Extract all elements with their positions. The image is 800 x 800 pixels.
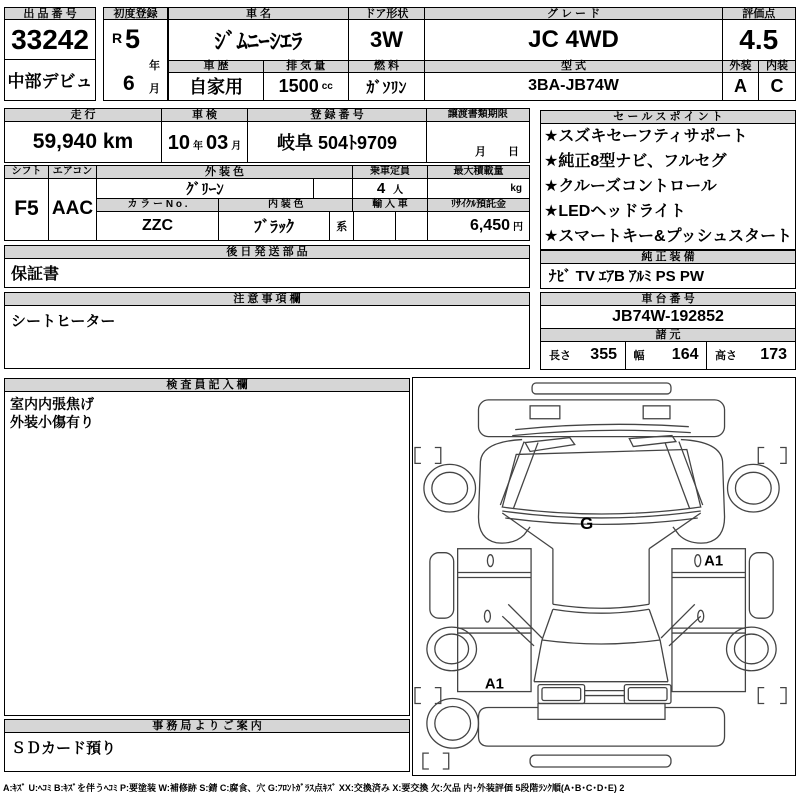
dimension-width (625, 341, 708, 370)
displacement-value: 1500 (278, 75, 319, 96)
bracket-mark (780, 448, 786, 464)
int-color-header: 内 装 色 (218, 198, 355, 212)
sales-points-box (540, 123, 796, 251)
front-top-bar (532, 383, 671, 394)
interior-grade: C (758, 72, 796, 101)
equipment-header: 純 正 装 備 (540, 250, 796, 264)
capacity-unit: 人 (393, 185, 404, 196)
bracket-mark (758, 688, 764, 704)
sill-right (749, 553, 773, 618)
inspection-month: 03 (206, 131, 229, 154)
grade-header: グ レ ー ド (424, 7, 723, 21)
length-value: 355 (590, 346, 617, 363)
history-header: 車 歴 (168, 60, 264, 74)
car-outline (415, 383, 786, 769)
bracket-mark (435, 448, 441, 464)
first-reg-month-unit: 月 (149, 83, 160, 95)
dimension-height (706, 341, 796, 370)
inspection-month-unit: 月 (231, 140, 242, 152)
car-diagram-box (412, 377, 796, 776)
equipment-content: ﾅﾋﾞ TV ｴｱB ｱﾙﾐ PS PW (540, 263, 796, 289)
chassis-header: 車 台 番 号 (540, 292, 796, 306)
dimensions-header: 諸 元 (540, 328, 796, 342)
grade: JC 4WD (424, 19, 723, 61)
mileage: 59,940 km (4, 121, 162, 163)
interior-header: 内装 (758, 60, 796, 74)
bracket-mark (758, 448, 764, 464)
car-name: ｼﾞﾑﾆｰｼｴﾗ (168, 19, 349, 61)
notes-content: シートヒーター (4, 305, 530, 369)
door-header: ドア形状 (348, 7, 426, 21)
door-handle (487, 555, 493, 567)
front-bumper-slot-left (530, 406, 560, 419)
sales-points-header: セ ー ル ス ポ イ ン ト (540, 110, 796, 124)
door-panel-left (458, 549, 531, 692)
exterior-grade: A (722, 72, 760, 101)
later-shipping-content: 保証書 (4, 258, 530, 288)
notes-header: 注 意 事 項 欄 (4, 292, 530, 306)
office-header: 事 務 局 よ り ご 案 内 (4, 719, 410, 733)
damage-mark-glass: G (580, 513, 594, 533)
displacement-unit: cc (321, 80, 333, 92)
door-shape: 3W (348, 19, 426, 61)
auction-no: 33242 (4, 19, 96, 60)
door-handle (695, 555, 701, 567)
door-handle (484, 610, 490, 622)
damage-mark-left-quarter: A1 (484, 676, 504, 693)
fuel-header: 燃 料 (348, 60, 426, 74)
car-name-header: 車 名 (168, 7, 349, 21)
ac: AAC (48, 178, 98, 241)
chassis-number: JB74W-192852 (540, 305, 796, 330)
inspection-year: 10 (167, 131, 190, 154)
import-cell-1 (353, 211, 396, 241)
capacity (352, 178, 429, 200)
rear-bumper (478, 707, 724, 746)
inspection-header: 車 検 (161, 108, 249, 122)
width-label: 幅 (633, 350, 645, 362)
dimension-length (540, 341, 626, 370)
width-value: 164 (671, 346, 699, 363)
first-reg-cell (103, 19, 168, 101)
later-shipping-header: 後 日 発 送 部 品 (4, 245, 530, 259)
front-bumper-slot-right (643, 406, 670, 419)
int-color-suffix: 系 (329, 211, 355, 241)
inspector-box (4, 391, 410, 716)
bracket-mark (780, 688, 786, 704)
auction-no-header: 出 品 番 号 (4, 7, 96, 21)
car-diagram-svg (413, 378, 794, 774)
recycle-unit: 円 (513, 222, 523, 233)
ext-color-header: 外 装 色 (96, 165, 353, 179)
model-code: 3BA-JB74W (424, 72, 723, 101)
transfer-doc: 月 日 (426, 121, 531, 163)
sales-point-item: ★純正8型ナビ、フルセグ (544, 152, 727, 170)
score: 4.5 (722, 19, 797, 61)
legend: A:ｷｽﾞ U:ﾍｺﾐ B:ｷｽﾞを伴うﾍｺﾐ P:要塗装 W:補修跡 S:錆 C:腐食、穴 G:ﾌﾛﾝﾄｶﾞﾗｽ点ｷｽﾞ XX:交換済み X:要交換 欠:欠品 内･外装評価 5段階ﾗﾝｸ順(A･B･C･D･E) 2 (3, 783, 625, 793)
sales-point-item: ★スマートキー&プッシュスタート (544, 227, 793, 245)
recycle-deposit (427, 211, 530, 241)
office-content: ＳＤカード預り (4, 732, 410, 772)
sales-point-item: ★クルーズコントロール (544, 177, 717, 195)
shift: F5 (4, 178, 49, 241)
displacement (263, 72, 350, 101)
tailgate-panel (538, 703, 665, 719)
ext-color-sub-cell (313, 178, 354, 200)
shift-header: シフト (4, 165, 49, 179)
color-no: ZZC (96, 211, 219, 241)
first-reg-era: R (112, 30, 123, 46)
door-panel-right (672, 549, 745, 692)
ext-color: ｸﾞﾘｰﾝ (96, 178, 314, 200)
color-no-header: カ ラ ー N o . (96, 198, 219, 212)
bracket-mark (415, 448, 421, 464)
model-header: 型 式 (424, 60, 723, 74)
transfer-doc-header: 譲渡書類期限 (426, 108, 531, 122)
fuel: ｶﾞｿﾘﾝ (348, 72, 426, 101)
plate-no: 岐阜 504ﾄ9709 (247, 121, 427, 163)
damage-mark-right-door: A1 (704, 553, 724, 570)
first-reg-year: 5 (125, 24, 141, 54)
sill-left (430, 553, 454, 618)
front-bumper (478, 400, 724, 437)
inspection-year-unit: 年 (193, 140, 203, 152)
import-cell-2 (395, 211, 429, 241)
capacity-value: 4 (376, 180, 386, 197)
recycle-header: ﾘｻｲｸﾙ預託金 (427, 198, 530, 212)
sales-point-item: ★スズキセーフティサポート (544, 127, 748, 145)
rear-glass (542, 640, 660, 644)
ac-header: エアコン (48, 165, 98, 179)
height-label: 高さ (715, 350, 737, 362)
rear-bottom-bar (530, 755, 671, 767)
inspector-header: 検 査 員 記 入 欄 (4, 378, 410, 392)
history: 自家用 (168, 72, 264, 101)
inspection (161, 121, 249, 163)
sales-point-item: ★LEDヘッドライト (544, 202, 686, 220)
wiper-right (629, 436, 676, 447)
first-reg-month: 6 (123, 72, 135, 95)
plate-header: 登 録 番 号 (247, 108, 427, 122)
bracket-mark (443, 753, 449, 769)
import-header: 輸 入 車 (352, 198, 429, 212)
mileage-header: 走 行 (4, 108, 162, 122)
length-label: 長さ (549, 350, 571, 362)
payload-header: 最大積載量 (427, 165, 530, 179)
height-value: 173 (760, 346, 787, 363)
first-reg-header: 初度登録 (103, 7, 168, 21)
wiper-left (525, 438, 575, 452)
score-header: 評価点 (722, 7, 797, 21)
capacity-header: 乗車定員 (352, 165, 429, 179)
venue: 中部デビュ (4, 59, 96, 101)
bracket-mark (415, 688, 421, 704)
exterior-header: 外装 (722, 60, 760, 74)
bracket-mark (423, 753, 429, 769)
int-color: ﾌﾞﾗｯｸ (218, 211, 331, 241)
payload: kg (427, 178, 530, 200)
displacement-header: 排 気 量 (263, 60, 350, 74)
first-reg-year-unit: 年 (149, 60, 160, 72)
inspector-line: 室内内張焦げ (10, 395, 94, 412)
inspector-line: 外装小傷有り (10, 413, 94, 430)
recycle-amount: 6,450 (469, 216, 510, 234)
